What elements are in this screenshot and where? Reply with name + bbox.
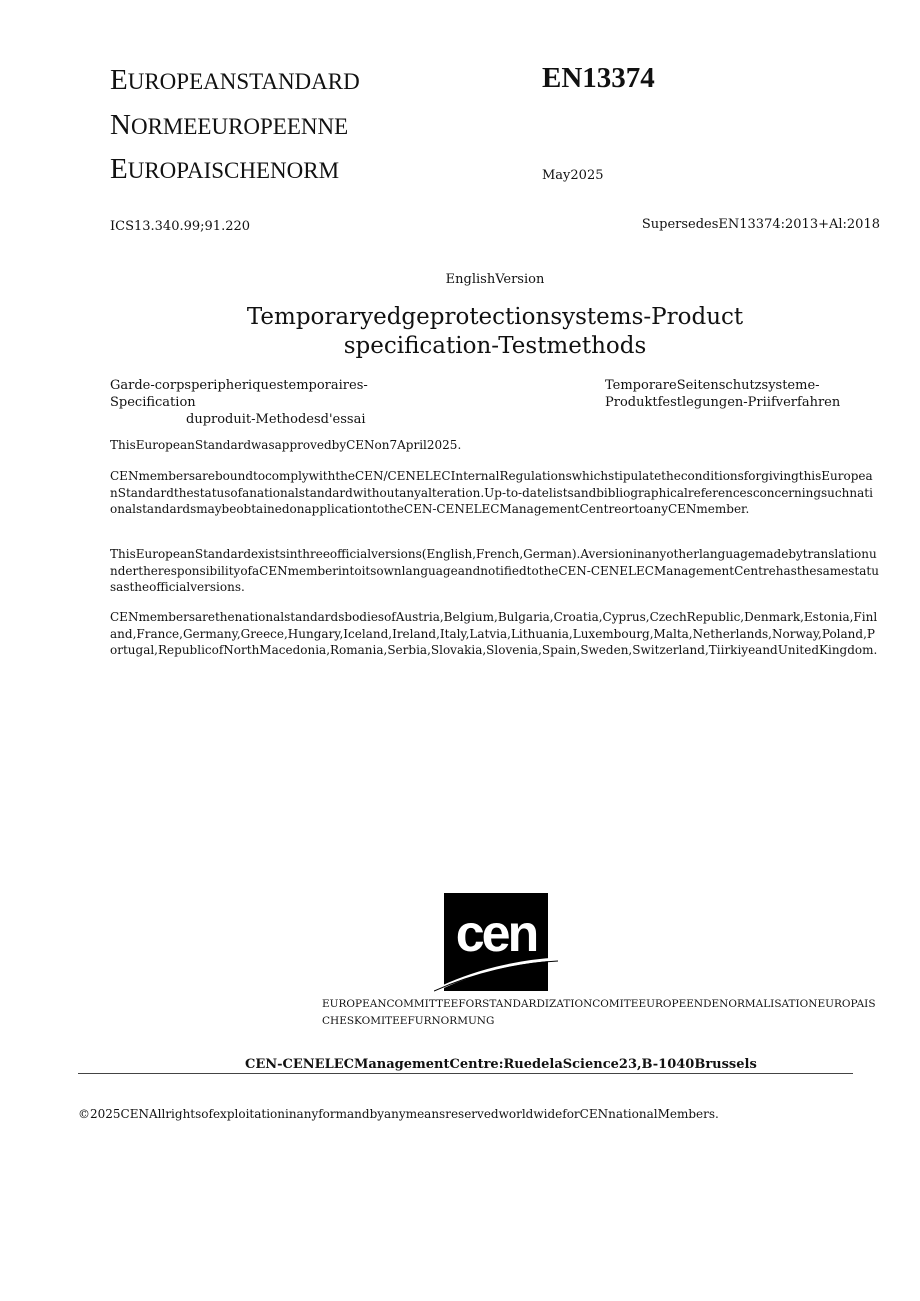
title-initial: E bbox=[110, 64, 128, 96]
approval-paragraph: ThisEuropeanStandardwasapprovedbyCENon7April2025. bbox=[110, 438, 462, 452]
german-title bbox=[605, 377, 885, 411]
title-line-german bbox=[110, 155, 339, 184]
copyright-notice: ©2025CENAllrightsofexploitationinanyformandbyanymeansreservedworldwideforCENnationalMembers. bbox=[78, 1107, 719, 1121]
members-paragraph: CENmembersarethenationalstandardsbodiesofAustria,Belgium,Bulgaria,Croatia,Cyprus,CzechRepublic,Denmark,Estonia,Finland,France,Germany,Greece,Hungary,Iceland,Ireland,Italy,Latvia,Lithuania,Luxembourg,Malta,Netherlands,Norway,Poland,Portugal,RepublicofNorthMacedonia,Romania,Serbia,Slovakia,Slovenia,Spain,Sweden,Switzerland,TiirkiyeandUnitedKingdom. bbox=[110, 610, 878, 657]
title-initial: N bbox=[110, 109, 131, 141]
versions-paragraph: ThisEuropeanStandardexistsinthreeofficialversions(English,French,German).AversioninanyotherlanguagemadebytranslationundertheresponsibilityofaCENmemberintoitsownlanguageandnotifiedtotheCEN-CENELECManagementCentrehasthesamestatusastheofficialversions. bbox=[110, 547, 879, 594]
management-divider bbox=[78, 1073, 853, 1074]
ics-code: ICS13.340.99;91.220 bbox=[110, 219, 251, 234]
title-line-french bbox=[110, 111, 348, 140]
french-title-line: duproduit-Methodesd'essai bbox=[186, 412, 366, 427]
title-line-english bbox=[110, 66, 360, 95]
cen-logo bbox=[434, 893, 564, 993]
version-label: EnglishVersion bbox=[445, 272, 545, 287]
french-title bbox=[110, 377, 450, 428]
cen-logo-icon bbox=[434, 893, 564, 993]
cen-caption-line: CHESKOMITEEFURNORMUNG bbox=[322, 1015, 495, 1027]
supersedes-note: SupersedesEN13374:2013+Al:2018 bbox=[641, 217, 880, 232]
document-title bbox=[0, 303, 920, 361]
title-rest: ORMEEUROPEENNE bbox=[130, 114, 349, 139]
cen-caption bbox=[322, 996, 882, 1030]
german-title-line: Produktfestlegungen-Priifverfahren bbox=[605, 395, 841, 410]
title-initial: E bbox=[110, 153, 128, 185]
cen-caption-line: EUROPEANCOMMITTEEFORSTANDARDIZATIONCOMITEEUROPEENDENORMALISATIONEUROPAIS bbox=[322, 998, 876, 1010]
document-title-line: Temporaryedgeprotectionsystems-Product bbox=[246, 304, 744, 330]
management-centre: CEN-CENELECManagementCentre:RuedelaScience23,B-1040Brussels bbox=[245, 1057, 757, 1072]
german-title-line: TemporareSeitenschutzsysteme- bbox=[605, 378, 820, 393]
title-rest: UROPEANSTANDARD bbox=[127, 69, 360, 94]
french-title-line: Garde-corpsperipheriquestemporaires-Specification bbox=[110, 378, 368, 410]
publication-date: May2025 bbox=[542, 168, 604, 183]
regulations-paragraph: CENmembersareboundtocomplywiththeCEN/CENELECInternalRegulationswhichstipulatetheconditionsforgivingthisEuropeanStandardthestatusofanationalstandardwithoutanyalteration.Up-to-datelistsandbibliographicalreferencesconcerningsuchnationalstandardsmaybeobtainedonapplicationtotheCEN-CENELECManagementCentreortoanyCENmember. bbox=[110, 469, 873, 516]
standard-number: EN13374 bbox=[542, 62, 655, 94]
document-title-line: specification-Testmethods bbox=[343, 333, 647, 359]
title-rest: UROPAISCHENORM bbox=[127, 158, 340, 183]
cen-logo-text: cen bbox=[455, 905, 537, 963]
